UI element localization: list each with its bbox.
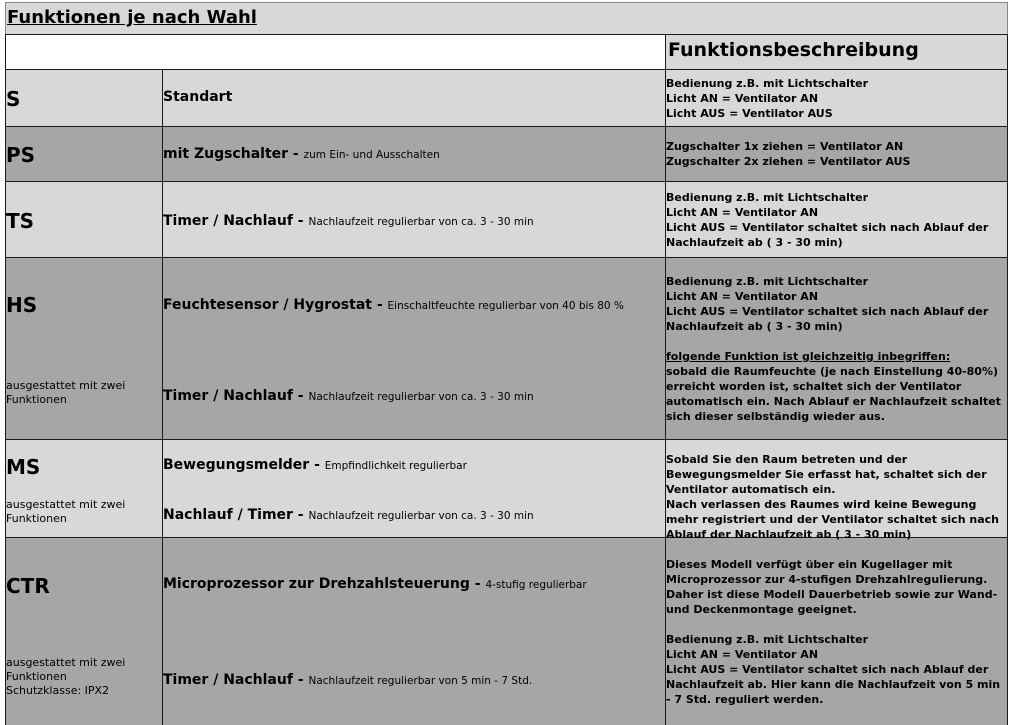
function-ctr-1: Microprozessor zur Drehzahlsteuerung - 4-stufig regulierbar bbox=[163, 576, 587, 592]
sheet-title: Funktionen je nach Wahl bbox=[7, 7, 257, 28]
description-ms: Sobald Sie den Raum betreten und der Bewegungsmelder Sie erfasst hat, schaltet sich der Ventilator automatisch ein. Nach verlassen des Raumes wird keine Bewegung mehr registriert und der Ventilator schaltet sich nach Ablauf der Nachlaufzeit ab ( 3 - 30 min) bbox=[666, 453, 999, 541]
description-ts: Bedienung z.B. mit Lichtschalter Licht AN = Ventilator AN Licht AUS = Ventilator schaltet sich nach Ablauf der Nachlaufzeit ab ( 3 - 30 min) bbox=[666, 191, 989, 249]
row-code-ps: PS bbox=[6, 143, 36, 167]
grid-line-right bbox=[1007, 69, 1008, 725]
subtitle-ms: ausgestattet mit zwei Funktionen bbox=[6, 498, 126, 525]
description-s: Bedienung z.B. mit Lichtschalter Licht AN = Ventilator AN Licht AUS = Ventilator AUS bbox=[666, 77, 869, 120]
row-code-ts: TS bbox=[6, 209, 35, 233]
description-ps: Zugschalter 1x ziehen = Ventilator AN Zugschalter 2x ziehen = Ventilator AUS bbox=[666, 140, 911, 168]
description-header: Funktionsbeschreibung bbox=[668, 39, 919, 61]
description-ctr: Dieses Modell verfügt über ein Kugellager mit Microprozessor zur 4-stufigen Drehzahlregulierung. Daher ist diese Modell Dauerbetrieb sowie zur Wand- und Deckenmontage geeignet. Bedienung z.B. mit Lichtschalter Licht AN = Ventilator AN Licht AUS = Ventilator schaltet sich nach Ablauf der Nachlaufzeit ab. Hier kann die Nachlaufzeit von 5 min - 7 Std. reguliert werden. bbox=[666, 558, 1001, 706]
subtitle-ctr: ausgestattet mit zwei Funktionen Schutzklasse: IPX2 bbox=[6, 656, 126, 697]
subtitle-hs: ausgestattet mit zwei Funktionen bbox=[6, 379, 126, 406]
row-code-s: S bbox=[6, 87, 21, 111]
function-hs-2: Timer / Nachlauf - Nachlaufzeit regulierbar von ca. 3 - 30 min bbox=[163, 388, 534, 404]
row-code-ms: MS bbox=[6, 455, 41, 479]
function-ms-1: Bewegungsmelder - Empfindlichkeit regulierbar bbox=[163, 457, 467, 473]
function-ms-2: Nachlauf / Timer - Nachlaufzeit regulierbar von ca. 3 - 30 min bbox=[163, 507, 534, 523]
function-ts: Timer / Nachlauf - Nachlaufzeit regulierbar von ca. 3 - 30 min bbox=[163, 213, 534, 229]
description-hs: Bedienung z.B. mit Lichtschalter Licht AN = Ventilator AN Licht AUS = Ventilator schaltet sich nach Ablauf der Nachlaufzeit ab ( 3 - 30 min) folgende Funktion ist gleichzeitig inbegriffen: sobald die Raumfeuchte (je nach Einstellung 40-80%) erreicht worden ist, schaltet sich der Ventilator automatisch ein. Nach Ablauf er Nachlaufzeit schaltet sich dieser selbständig wieder aus. bbox=[666, 275, 1001, 423]
function-hs-1: Feuchtesensor / Hygrostat - Einschaltfeuchte regulierbar von 40 bis 80 % bbox=[163, 297, 624, 313]
function-ps: mit Zugschalter - zum Ein- und Ausschalten bbox=[163, 146, 440, 162]
row-code-ctr: CTR bbox=[6, 574, 50, 598]
row-code-hs: HS bbox=[6, 293, 38, 317]
function-s: Standart bbox=[163, 89, 233, 105]
function-ctr-2: Timer / Nachlauf - Nachlaufzeit regulierbar von 5 min - 7 Std. bbox=[163, 672, 533, 688]
